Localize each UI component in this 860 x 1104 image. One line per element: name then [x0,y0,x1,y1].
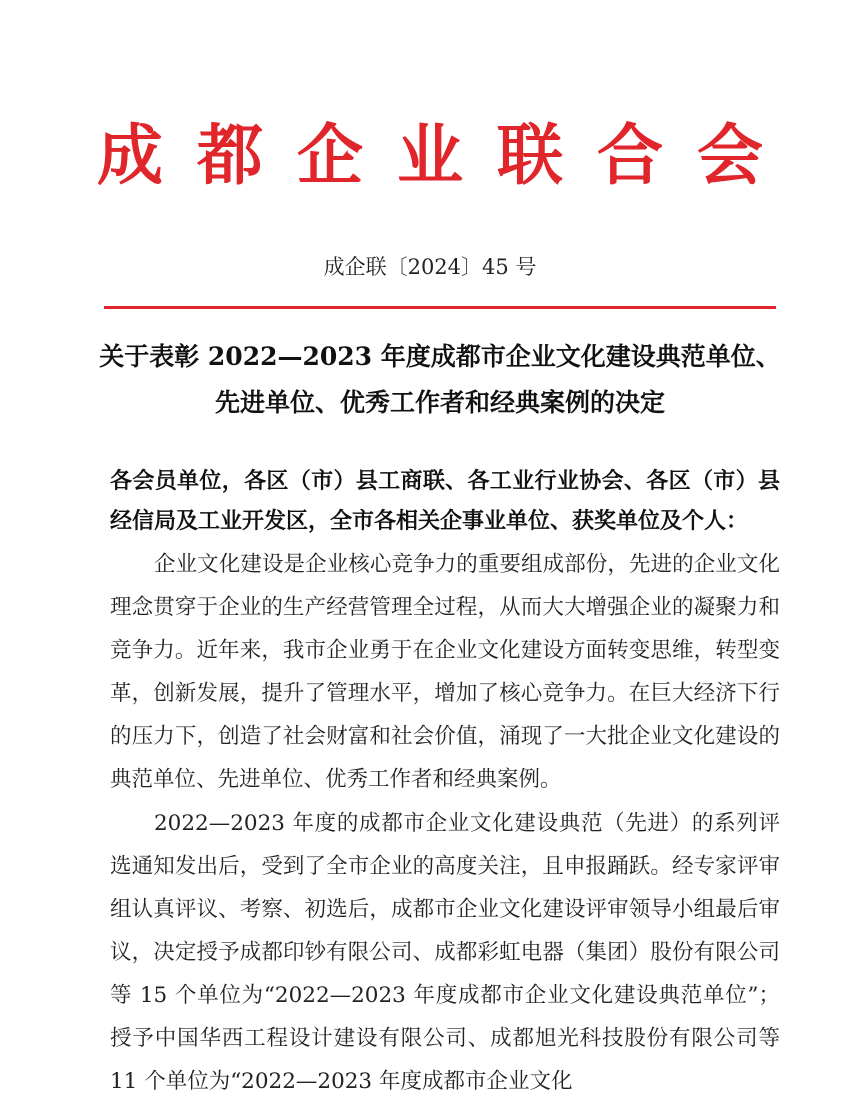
title-line-1: 关于表彰 2022—2023 年度成都市企业文化建设典范单位、 [99,342,781,371]
body-paragraph-1: 企业文化建设是企业核心竞争力的重要组成部份，先进的企业文化理念贯穿于企业的生产经营管理全过程，从而大大增强企业的凝聚力和竞争力。近年来，我市企业勇于在企业文化建设方面转变思维，转型变革，创新发展，提升了管理水平，增加了核心竞争力。在巨大经济下行的压力下，创造了社会财富和社会价值，涌现了一大批企业文化建设的典范单位、先进单位、优秀工作者和经典案例。 [110,552,780,792]
body-paragraph-2: 2022—2023 年度的成都市企业文化建设典范（先进）的系列评选通知发出后，受到了全市企业的高度关注，且申报踊跃。经专家评审组认真评议、考察、初选后，成都市企业文化建设评审领导小组最后审议，决定授予成都印钞有限公司、成都彩虹电器（集团）股份有限公司等 15 个单位为“2022—2023 年度成都市企业文化建设典范单位”；授予中国华西工程设计建设有限公司、成都旭光科技股份有限公司等 11 个单位为“2022—2023 年度成都市企业文化 [110,811,780,1094]
red-divider-line [104,306,776,309]
title-line-2: 先进单位、优秀工作者和经典案例的决定 [214,388,665,417]
organization-header: 成都企业联合会 [97,116,797,194]
document-title [96,334,784,426]
document-number: 成企联〔2024〕45 号 [323,255,537,279]
salutation: 各会员单位，各区（市）县工商联、各工业行业协会、各区（市）县经信局及工业开发区，全市各相关企事业单位、获奖单位及个人： [110,469,780,534]
